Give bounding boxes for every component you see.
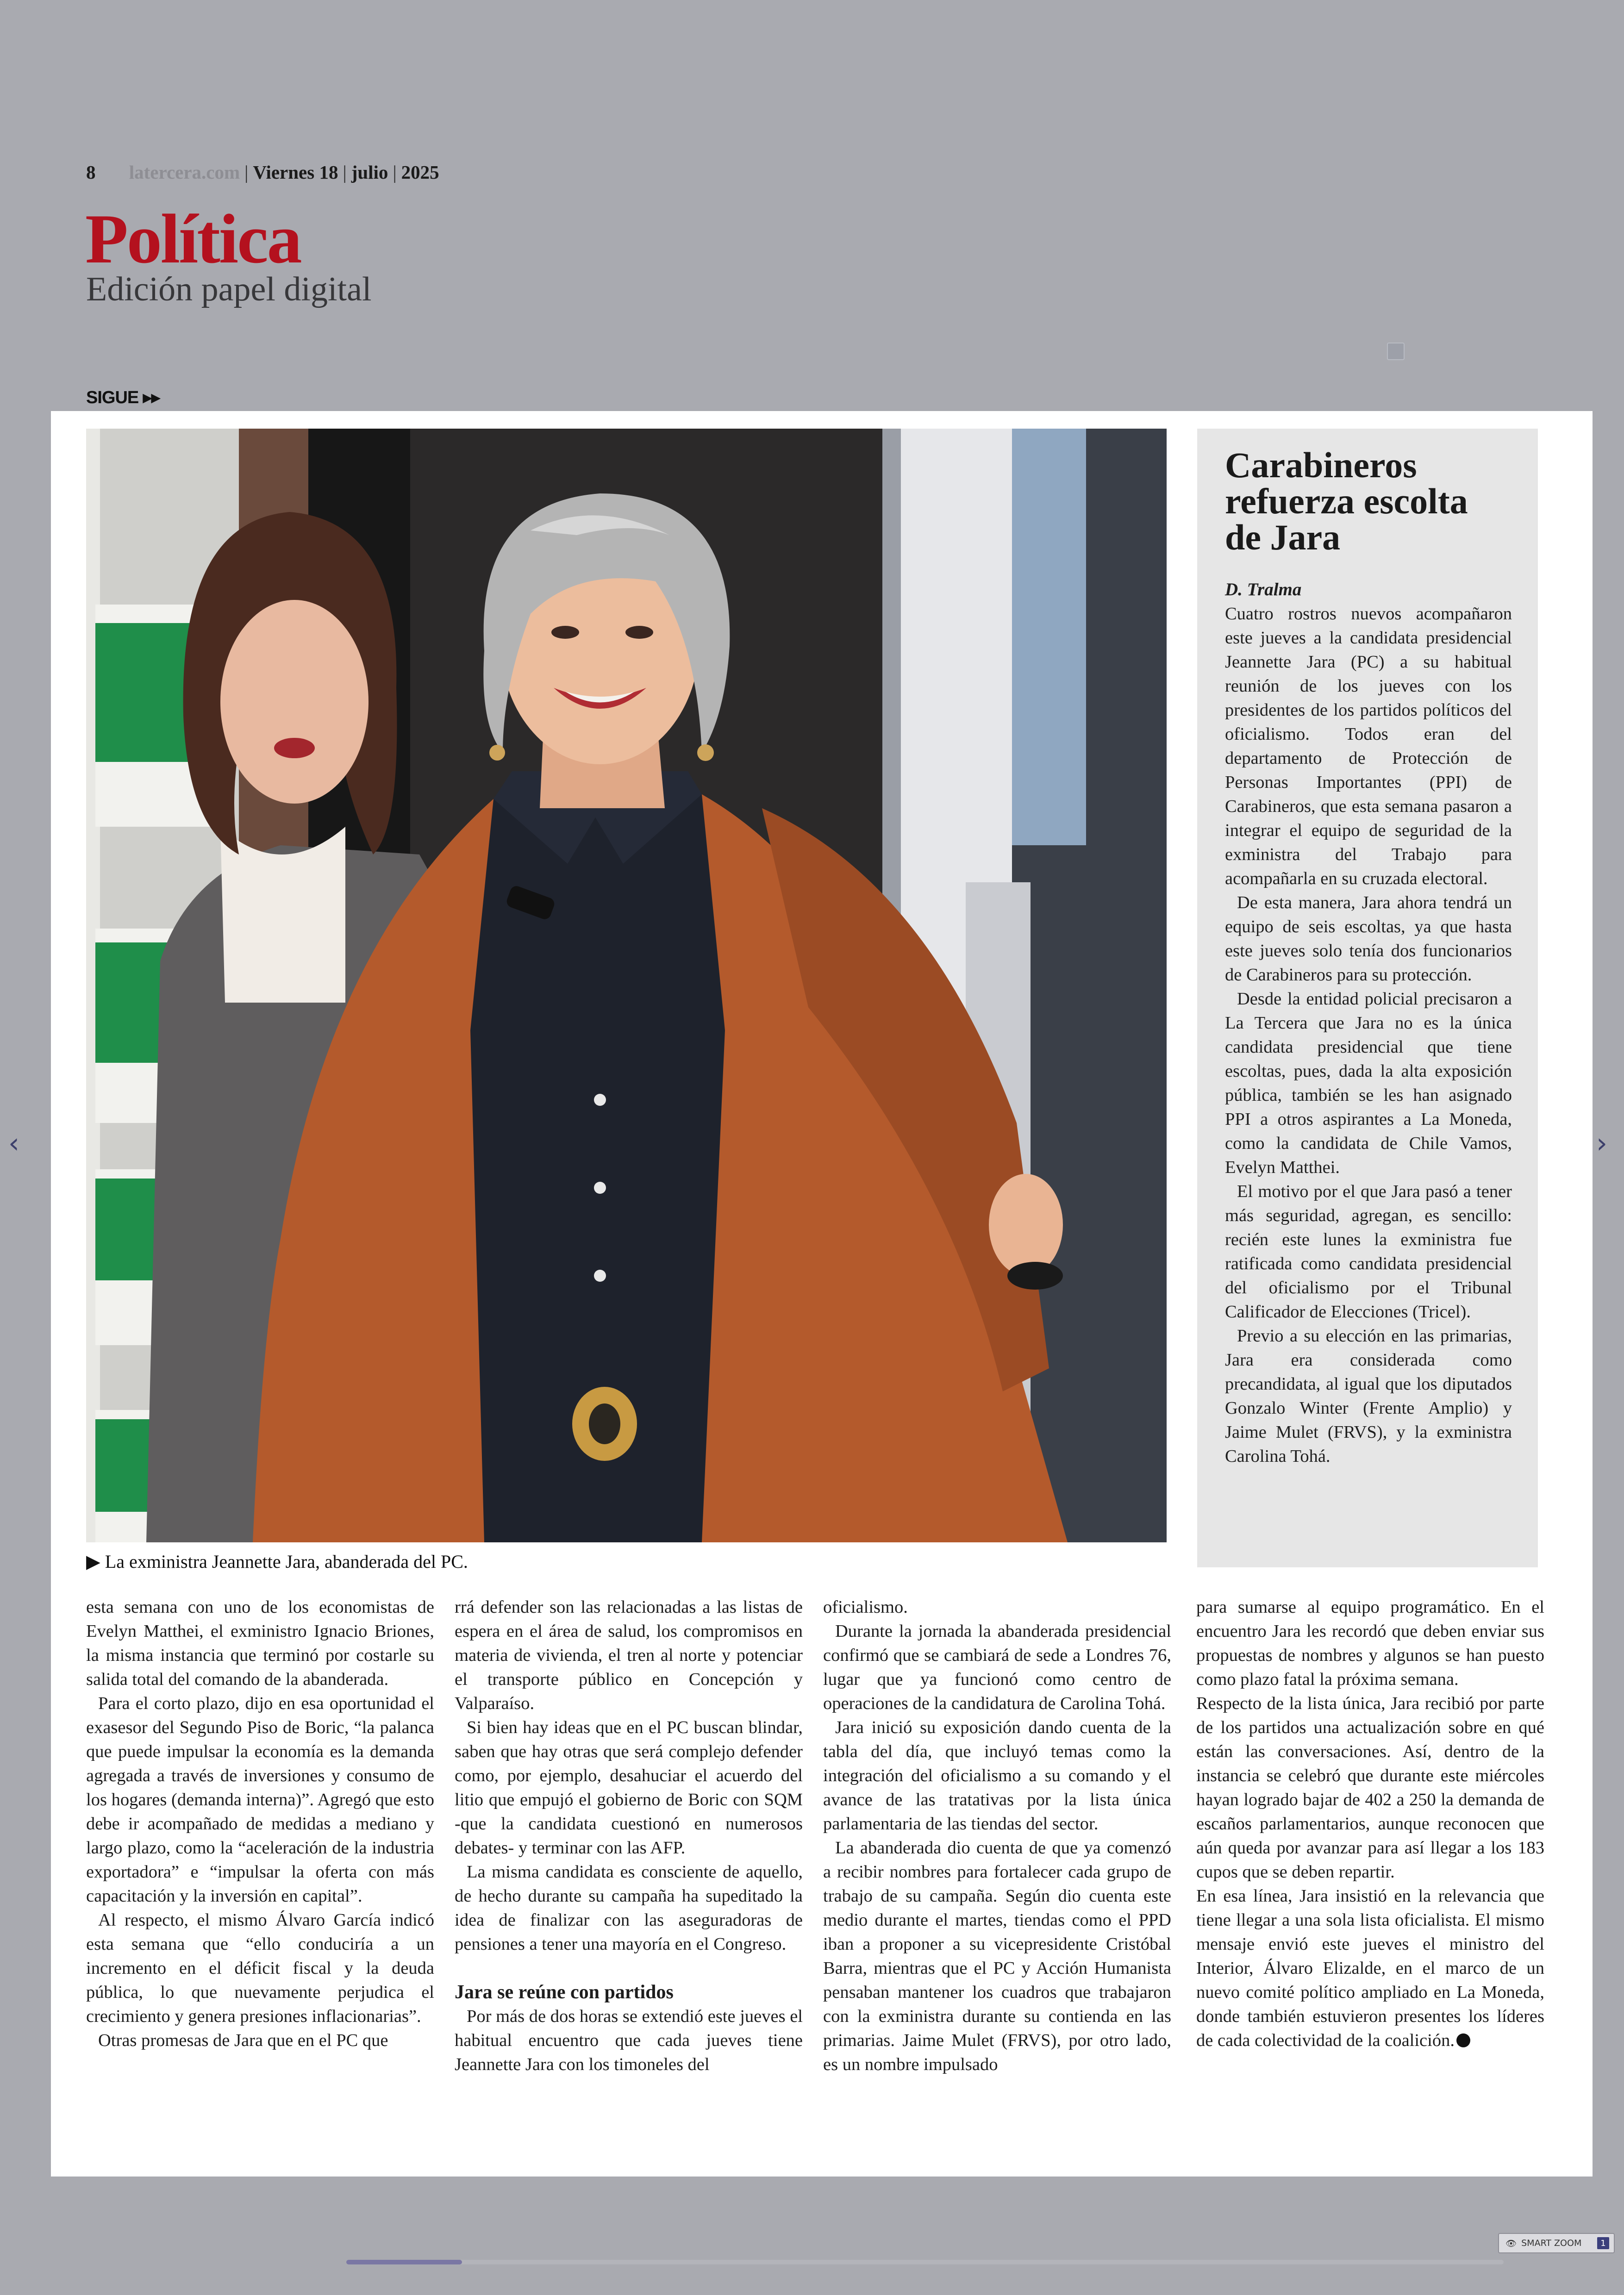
section-title: Política [85,200,301,278]
sidebar-paragraph: Desde la entidad policial precisaron a La Tercera que Jara no es la única candidata presidencial que tiene escoltas, pues, dada la alta exposición pública, también se les han asignado PPI a otros aspirantes a La Moneda, como la candidata de Chile Vamos, Evelyn Matthei. [1225,989,1512,1177]
article-paragraph: rrá defender son las relacionadas a las listas de espera en el área de salud, los compromisos en materia de vivienda, el tren al norte y potenciar el transporte público en Concepción y Valparaíso. [455,1597,803,1713]
sidebar-paragraph: El motivo por el que Jara pasó a tener más seguridad, agregan, es sencillo: recién este lunes la exministra fue ratificada como candidata presidencial del oficialismo por el Tribunal Calificador de Elecciones (Tricel). [1225,1182,1512,1322]
sidebar-paragraph: De esta manera, Jara ahora tendrá un equipo de seis escoltas, ya que hasta este jueves solo tenía dos funcionarios de Carabineros para su protección. [1225,893,1512,985]
article-paragraph: oficialismo. [823,1597,908,1617]
article-paragraph: Otras promesas de Jara que en el PC que [98,2031,388,2050]
article-column-2 [455,1595,803,2077]
article-paragraph: Al respecto, el mismo Álvaro García indicó esta semana que “ello conduciría a un incremento en el déficit fiscal y la deuda pública, lo que nuevamente perjudica el crecimiento y genera presiones inflacionarias”. [86,1910,434,2026]
site-name: latercera.com [129,162,240,183]
section-subtitle: Edición papel digital [86,270,372,308]
page-progress-fill [346,2260,462,2264]
article-paragraph [1196,1884,1544,2052]
newspaper-page [51,411,1593,2177]
article-paragraph: esta semana con uno de los economistas de Evelyn Matthei, el exministro Ignacio Briones, la misma instancia que terminó por costarle su salida total del comando de la abanderada. [86,1597,434,1689]
article-column-1 [86,1595,434,2052]
eye-icon: 👁 [1505,2238,1517,2249]
page-thumbnail-icon[interactable] [1387,343,1405,360]
date-month: julio [351,162,388,183]
sidebar-box [1197,429,1538,1567]
article-paragraph: para sumarse al equipo programático. En el encuentro Jara les recordó que deben enviar sus propuestas de nombres y algunos se han puesto como plazo fatal la próxima semana. [1196,1597,1544,1689]
date-year: 2025 [401,162,439,183]
article-column-4 [1196,1595,1544,2052]
page-number: 8 [86,162,96,183]
article-paragraph: Respecto de la lista única, Jara recibió por parte de los partidos una actualización sobre en qué están las conversaciones. Así, dentro de la instancia se celebró que durante este miércoles hayan logrado bajar de 402 a 250 la demanda de escaños parlamentarios, aunque reconocen que aún queda por avanzar para así llegar a los 183 cupos que se deben repartir. [1196,1694,1544,1882]
article-paragraph: Durante la jornada la abanderada presidencial confirmó que se cambiará de sede a Londres 76, lugar que ya funcionó como centro de operaciones de la candidatura de Carolina Tohá. [823,1621,1171,1713]
date-day: Viernes 18 [253,162,338,183]
article-column-3 [823,1595,1171,2077]
previous-page-arrow-icon[interactable]: ‹ [8,1127,19,1160]
next-page-arrow-icon[interactable]: › [1596,1127,1607,1160]
article-paragraph: La abanderada dio cuenta de que ya comenzó a recibir nombres para fortalecer cada grupo de trabajo de su campaña. Según dio cuenta este medio durante el martes, tiendas como el PPD iban a proponer a su vicepresidente Cristóbal Barra, mientras que el PC y Acción Humanista pensaban mantener los cuadros que trabajaron con la exministra durante su contienda en las primarias. Jaime Mulet (FRVS), por otro lado, es un nombre impulsado [823,1838,1171,2074]
masthead-line: 8 latercera.com | Viernes 18 | julio | 2025 [86,162,439,183]
sidebar-author: D. Tralma [1225,580,1302,599]
article-paragraph: Si bien hay ideas que en el PC buscan blindar, saben que hay otras que será complejo defender como, por ejemplo, desahuciar el acuerdo del litio que empujó el gobierno de Boric con SQM -que la candidata cuestionó en numerosos debates- y terminar con las AFP. [455,1718,803,1858]
photo-caption: ▶ La exministra Jeannette Jara, abanderada del PC. [86,1551,468,1572]
article-paragraph-text: En esa línea, Jara insistió en la relevancia que tiene llegar a una sola lista oficialista. El mismo mensaje envió este jueves el ministro del Interior, Álvaro Elizalde, en el marco de un nuevo comité político ampliado en La Moneda, donde también estuvieron presentes los líderes de cada colectividad de la coalición. [1196,1886,1544,2050]
sigue-label: SIGUE ▸▸ [86,388,160,407]
smart-zoom-label: SMART ZOOM [1521,2238,1582,2248]
sidebar-paragraph: Cuatro rostros nuevos acompañaron este jueves a la candidata presidencial Jeannette Jara (PC) a su habitual reunión de los jueves con los presidentes de los partidos políticos del oficialismo. Todos eran del departamento de Protección de Personas Importantes (PPI) de Carabineros, que esta semana pasaron a integrar el equipo de seguridad de la exministra del Trabajo para acompañarla en su cruzada electoral. [1225,604,1512,888]
sidebar-title: Carabineros refuerza escolta de Jara [1225,445,1468,557]
article-paragraph: La misma candidata es consciente de aquello, de hecho durante su campaña ha supeditado la idea de finalizar con las aseguradoras de pensiones a tener una mayoría en el Congreso. [455,1862,803,1954]
end-of-article-icon [1456,2033,1470,2047]
article-subhead: Jara se reúne con partidos [455,1982,674,2003]
sidebar-paragraph: Previo a su elección en las primarias, Jara era considerada como precandidata, al igual que los diputados Gonzalo Winter (Frente Amplio) y Jaime Mulet (FRVS), y la exministra Carolina Tohá. [1225,1326,1512,1466]
page-progress-bar[interactable] [346,2260,1504,2264]
article-photo [86,429,1167,1542]
smart-zoom-button[interactable] [1498,2233,1615,2253]
article-paragraph: Por más de dos horas se extendió este jueves el habitual encuentro que cada jueves tiene Jeannette Jara con los timoneles del [455,2007,803,2074]
article-paragraph: Para el corto plazo, dijo en esa oportunidad el exasesor del Segundo Piso de Boric, “la palanca que puede impulsar la economía es la demanda agregada a través de inversiones y consumo de los hogares (demanda interna)”. Agregó que esto debe ir acompañado de medidas a mediano y largo plazo, como la “aceleración de la industria exportadora” e “impulsar la oferta con más capacitación y la inversión en capital”. [86,1694,434,1906]
article-paragraph: Jara inició su exposición dando cuenta de la tabla del día, que incluyó temas como la integración del oficialismo a su comando y el avance de las tratativas por la lista única parlamentaria de las tiendas del sector. [823,1718,1171,1834]
smart-zoom-badge: 1 [1597,2237,1609,2249]
